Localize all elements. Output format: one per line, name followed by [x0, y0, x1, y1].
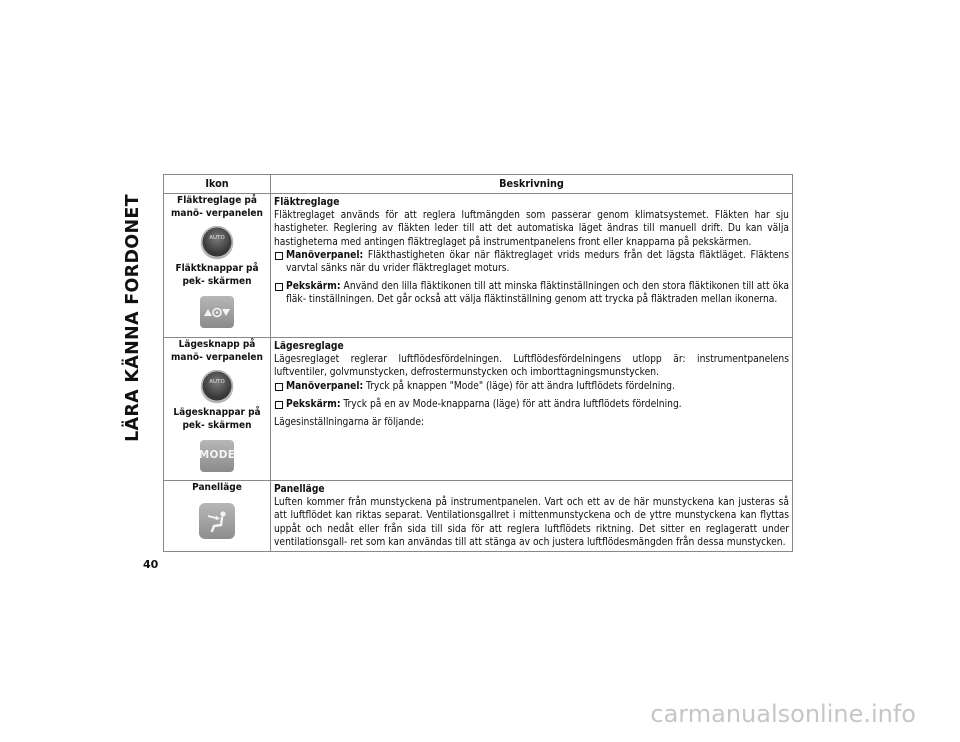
mode-icon-cell	[164, 338, 271, 481]
bullet-keyword: Pekskärm:	[286, 398, 341, 410]
fan-heading: Fläktreglage	[274, 197, 340, 208]
panel-icon-cell	[164, 481, 271, 552]
table-row	[164, 338, 793, 481]
section-side-title: LÄRA KÄNNA FORDONET	[123, 194, 143, 442]
mode-heading: Lägesreglage	[274, 341, 344, 352]
header-icon: Ikon	[164, 175, 271, 194]
mode-panel-label: Lägesknapp på manö- verpanelen	[171, 339, 263, 363]
fan-panel-label: Fläktreglage på manö- verpanelen	[171, 195, 263, 219]
fan-arrows-icon	[203, 306, 231, 318]
panel-description-cell	[271, 481, 793, 552]
bullet-text: Tryck på en av Mode-knapparna (läge) för att ändra luftflödets fördelning.	[340, 398, 682, 410]
bullet-keyword: Pekskärm:	[286, 281, 341, 293]
bullet-keyword: Manöverpanel:	[286, 380, 364, 392]
mode-outro: Lägesinställningarna är följande:	[274, 417, 425, 429]
panel-heading: Panelläge	[274, 484, 325, 495]
fan-description-cell	[271, 194, 793, 338]
table-row	[164, 481, 793, 552]
bullet-text: Tryck på knappen "Mode" (läge) för att ändra luftflödets fördelning.	[363, 380, 675, 392]
mode-description-cell	[271, 338, 793, 481]
climate-controls-table	[163, 174, 793, 552]
fan-icon-cell	[164, 194, 271, 338]
watermark: carmanualsonline.info	[650, 700, 916, 728]
panel-mode-icon	[199, 503, 235, 539]
page-number: 40	[143, 558, 159, 571]
bullet-text: Fläkthastigheten ökar när fläktreglaget vrids medurs från det lägsta fläktläget. Fläktens varvtal sänks när du vrider fläktreglaget moturs.	[286, 249, 789, 275]
bullet-box-icon	[275, 401, 283, 409]
mode-knob-icon	[201, 370, 233, 402]
table-header-row	[164, 175, 793, 194]
fan-intro: Fläktreglaget används för att reglera luftmängden som passerar genom klimatsystemet. Fläkten har sju hastigheter. Reglering av fläkten leder till att det automatiska läget ändras till manuell drift. Du kan välja hastigheterna med antingen fläktreglaget på instrumentpanelens front eller knapparna på pekskärmen.	[274, 210, 789, 248]
mode-screen-label: Lägesknappar på pek- skärmen	[173, 407, 261, 431]
mode-button-icon: MODE	[200, 440, 234, 472]
bullet-box-icon	[275, 252, 283, 260]
knob-auto-text: AUTO	[209, 235, 225, 241]
bullet-box-icon	[275, 283, 283, 291]
seated-person-icon	[204, 508, 230, 534]
knob-auto-text: AUTO	[209, 379, 225, 385]
panel-text: Luften kommer från munstyckena på instrumentpanelen. Vart och ett av de här munstyckena kan justeras så att luftflödet kan riktas separat. Ventilationsgallret i mittenmunstyckena och de yttre munstyckena kan flyttas uppåt och nedåt eller från sida till sida för att reglera luftflödets riktning. Det sitter en reglageratt under ventilationsgall- ret som kan användas till att stänga av och justera luftflödesmängden från dessa munstycken.	[274, 497, 789, 548]
mode-intro: Lägesreglaget reglerar luftflödesfördelningen. Luftflödesfördelningens utlopp är: instrumentpanelens luftventiler, golvmunstycken, defrostermunstycken och imborttagningsmunstycken.	[274, 354, 789, 379]
fan-screen-label: Fläktknappar på pek- skärmen	[175, 263, 259, 287]
fan-bullet-screen	[274, 280, 789, 306]
table-row	[164, 194, 793, 338]
fan-speed-icon	[200, 296, 234, 328]
mode-bullet-screen	[274, 398, 789, 411]
fan-bullet-panel	[274, 249, 789, 275]
header-description: Beskrivning	[271, 175, 793, 194]
bullet-keyword: Manöverpanel:	[286, 249, 364, 261]
panel-mode-label: Panelläge	[192, 482, 242, 493]
mode-bullet-panel	[274, 380, 789, 393]
fan-knob-icon	[201, 226, 233, 258]
bullet-box-icon	[275, 383, 283, 391]
bullet-text: Använd den lilla fläktikonen till att minska fläktinställningen och den stora fläktikonen till att öka fläk- tinställningen. Det går också att välja fläktinställning genom att trycka på fläktraden mellan ikonerna.	[286, 281, 789, 306]
